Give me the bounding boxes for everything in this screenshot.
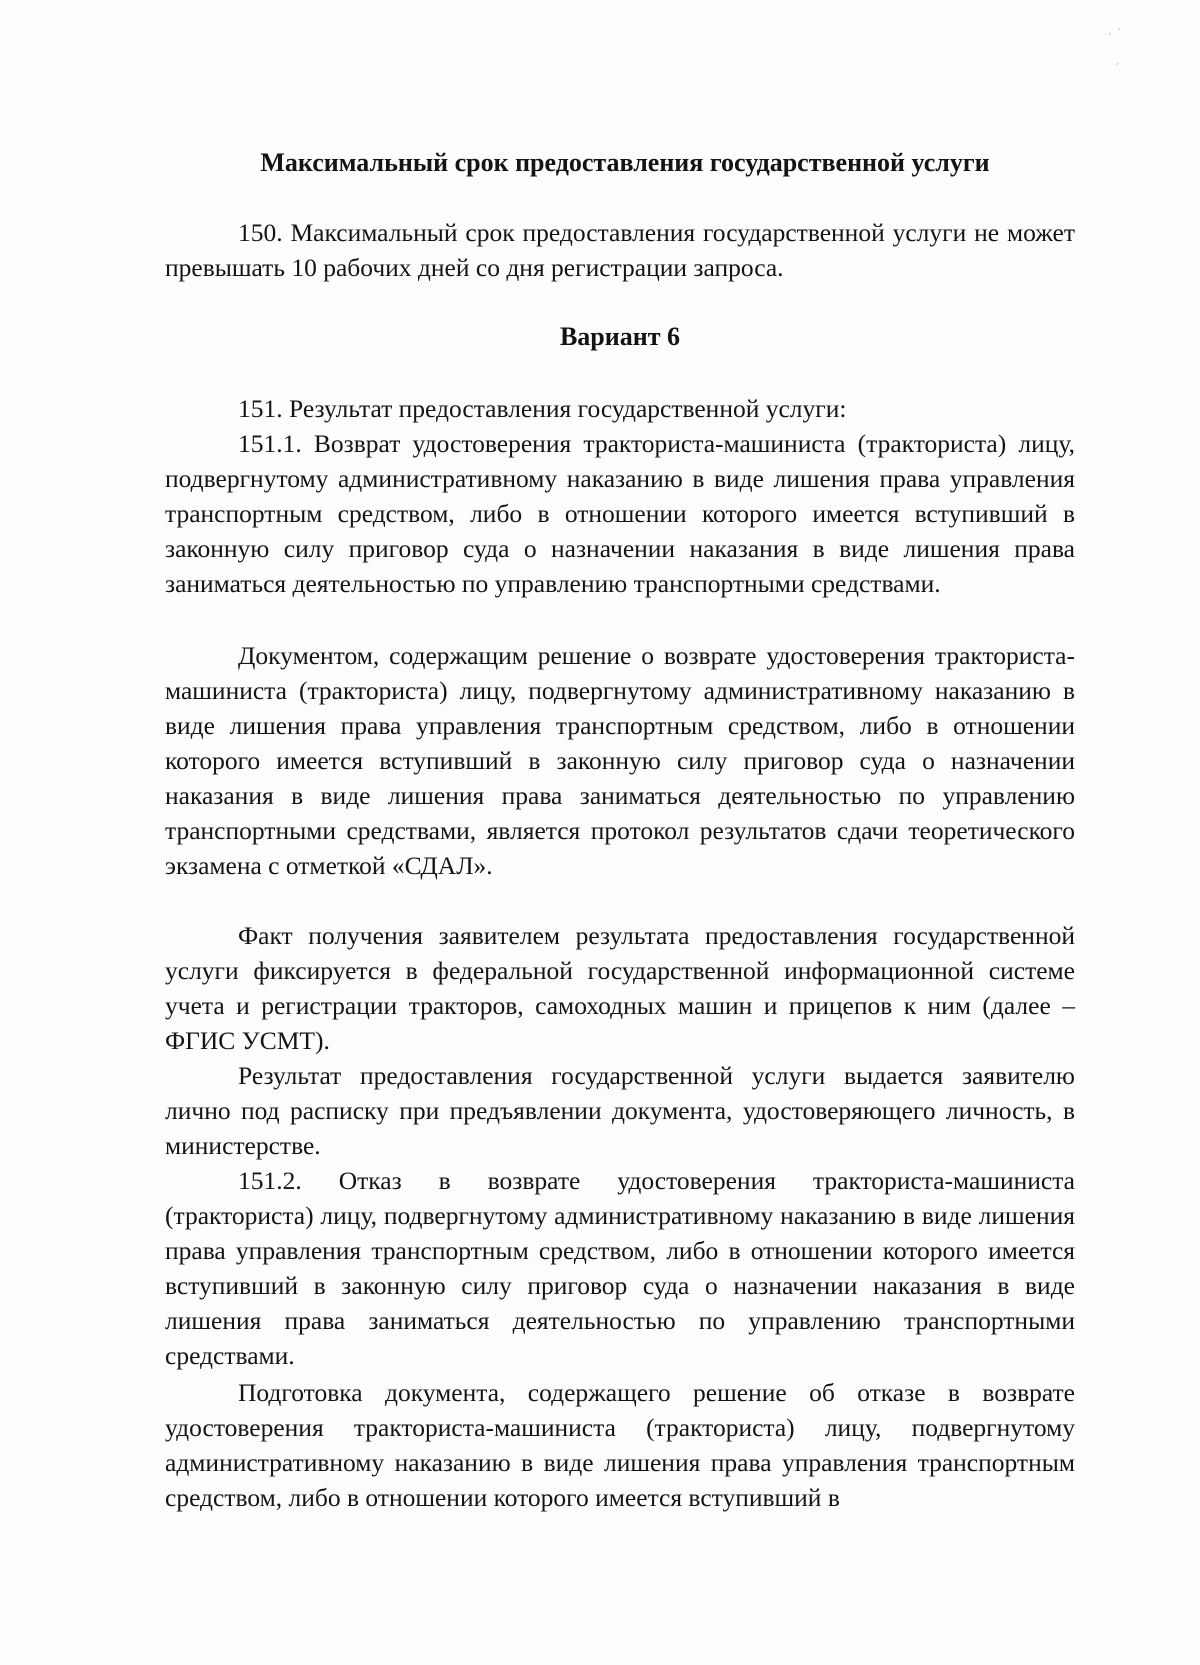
variant-title: Вариант 6 <box>559 322 681 351</box>
section-title: Максимальный срок предоставления государственной услуги <box>260 148 990 177</box>
paragraph-151: 151. Результат предоставления государственной услуги: <box>238 394 847 423</box>
paragraph-preparation: Подготовка документа, содержащего решение об отказе в возврате удостоверения тракториста-машиниста (тракториста) лицу, подвергнутому административному наказанию в виде лишения права управления транспортным средством, либо в отношении которого имеется вступивший в <box>165 1378 1075 1512</box>
scan-artifact-mark: · ˊ <box>1108 27 1122 41</box>
paragraph-result-issue: Результат предоставления государственной услуги выдается заявителю лично под расписку при предъявлении документа, удостоверяющего личность, в министерстве. <box>165 1061 1075 1160</box>
paragraph-151-1: 151.1. Возврат удостоверения тракториста-машиниста (тракториста) лицу, подвергнутому административному наказанию в виде лишения права управления транспортным средством, либо в отношении которого имеется вступивший в законную силу приговор суда о назначении наказания в виде лишения права заниматься деятельностью по управлению транспортными средствами. <box>165 429 1075 598</box>
paragraph-150: 150. Максимальный срок предоставления государственной услуги не может превышать 10 рабочих дней со дня регистрации запроса. <box>165 218 1075 282</box>
paragraph-fact: Факт получения заявителем результата предоставления государственной услуги фиксируется в федеральной государственной информационной системе учета и регистрации тракторов, самоходных машин и прицепов к ним (далее – ФГИС УСМТ). <box>165 921 1075 1055</box>
paragraph-document-decision: Документом, содержащим решение о возврате удостоверения тракториста-машиниста (тракториста) лицу, подвергнутому административному наказанию в виде лишения права управления транспортным средством, либо в отношении которого имеется вступивший в законную силу приговор суда о назначении наказания в виде лишения права заниматься деятельностью по управлению транспортными средствами, является протокол результатов сдачи теоретического экзамена с отметкой «СДАЛ». <box>165 641 1075 880</box>
paragraph-151-2: 151.2. Отказ в возврате удостоверения тракториста-машиниста (тракториста) лицу, подвергнутому административному наказанию в виде лишения права управления транспортным средством, либо в отношении которого имеется вступивший в законную силу приговор суда о назначении наказания в виде лишения права заниматься деятельностью по управлению транспортными средствами. <box>165 1166 1075 1370</box>
scan-artifact-mark: ˏ <box>1114 51 1120 65</box>
